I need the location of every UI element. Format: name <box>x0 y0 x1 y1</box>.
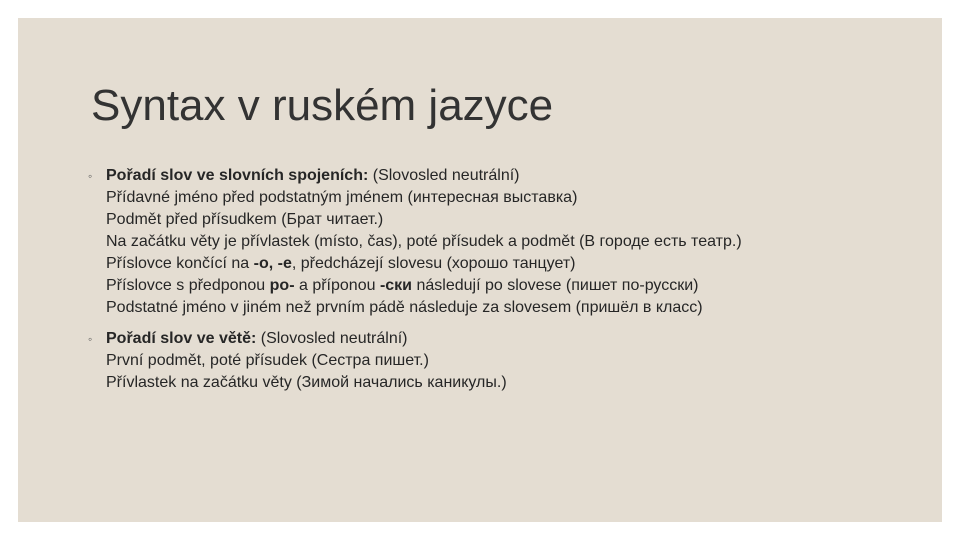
text: První podmět, poté přísudek (Сестра пишет.) <box>106 352 429 369</box>
bullet-line <box>106 275 918 297</box>
bullet-line <box>106 209 918 231</box>
bullet-marker: ◦ <box>88 332 93 346</box>
text: Přívlastek na začátku věty (Зимой начались каникулы.) <box>106 374 507 391</box>
text: (Slovosled neutrální) <box>256 330 408 347</box>
bullet-line <box>106 372 918 394</box>
text: (Slovosled neutrální) <box>368 167 520 184</box>
bold-text: po- <box>269 277 295 294</box>
bullet-line <box>106 187 918 209</box>
bold-text: Pořadí slov ve větě: <box>106 330 257 347</box>
bullet-line <box>106 350 918 372</box>
bullet-item <box>88 165 918 319</box>
text: a příponou <box>294 277 380 294</box>
text: Příslovce končící na <box>106 255 254 272</box>
bullet-line <box>106 253 918 275</box>
bullet-line <box>106 297 918 319</box>
bullet-marker: ◦ <box>88 169 93 183</box>
slide-title: Syntax v ruském jazyce <box>91 81 554 130</box>
slide <box>18 18 942 522</box>
bullet-item <box>88 328 918 394</box>
text: Příslovce s předponou <box>106 277 270 294</box>
bullet-list <box>88 165 918 403</box>
text: Přídavné jméno před podstatným jménem (интересная выставка) <box>106 189 578 206</box>
text: Podstatné jméno v jiném než prvním pádě následuje za slovesem (пришёл в класс) <box>106 299 703 316</box>
bullet-line <box>106 165 918 187</box>
bullet-line <box>106 231 918 253</box>
text: následují po slovese (пишет по-русски) <box>412 277 699 294</box>
bullet-line <box>106 328 918 350</box>
bold-text: -ски <box>379 277 413 294</box>
text: Podmět před přísudkem (Брат читает.) <box>106 211 384 228</box>
bold-text: -o, -e <box>253 255 292 272</box>
text: , předcházejí slovesu (хорошо танцует) <box>291 255 576 272</box>
bold-text: Pořadí slov ve slovních spojeních: <box>106 167 369 184</box>
text: Na začátku věty je přívlastek (místo, čas), poté přísudek a podmět (В городе есть театр.) <box>106 233 742 250</box>
